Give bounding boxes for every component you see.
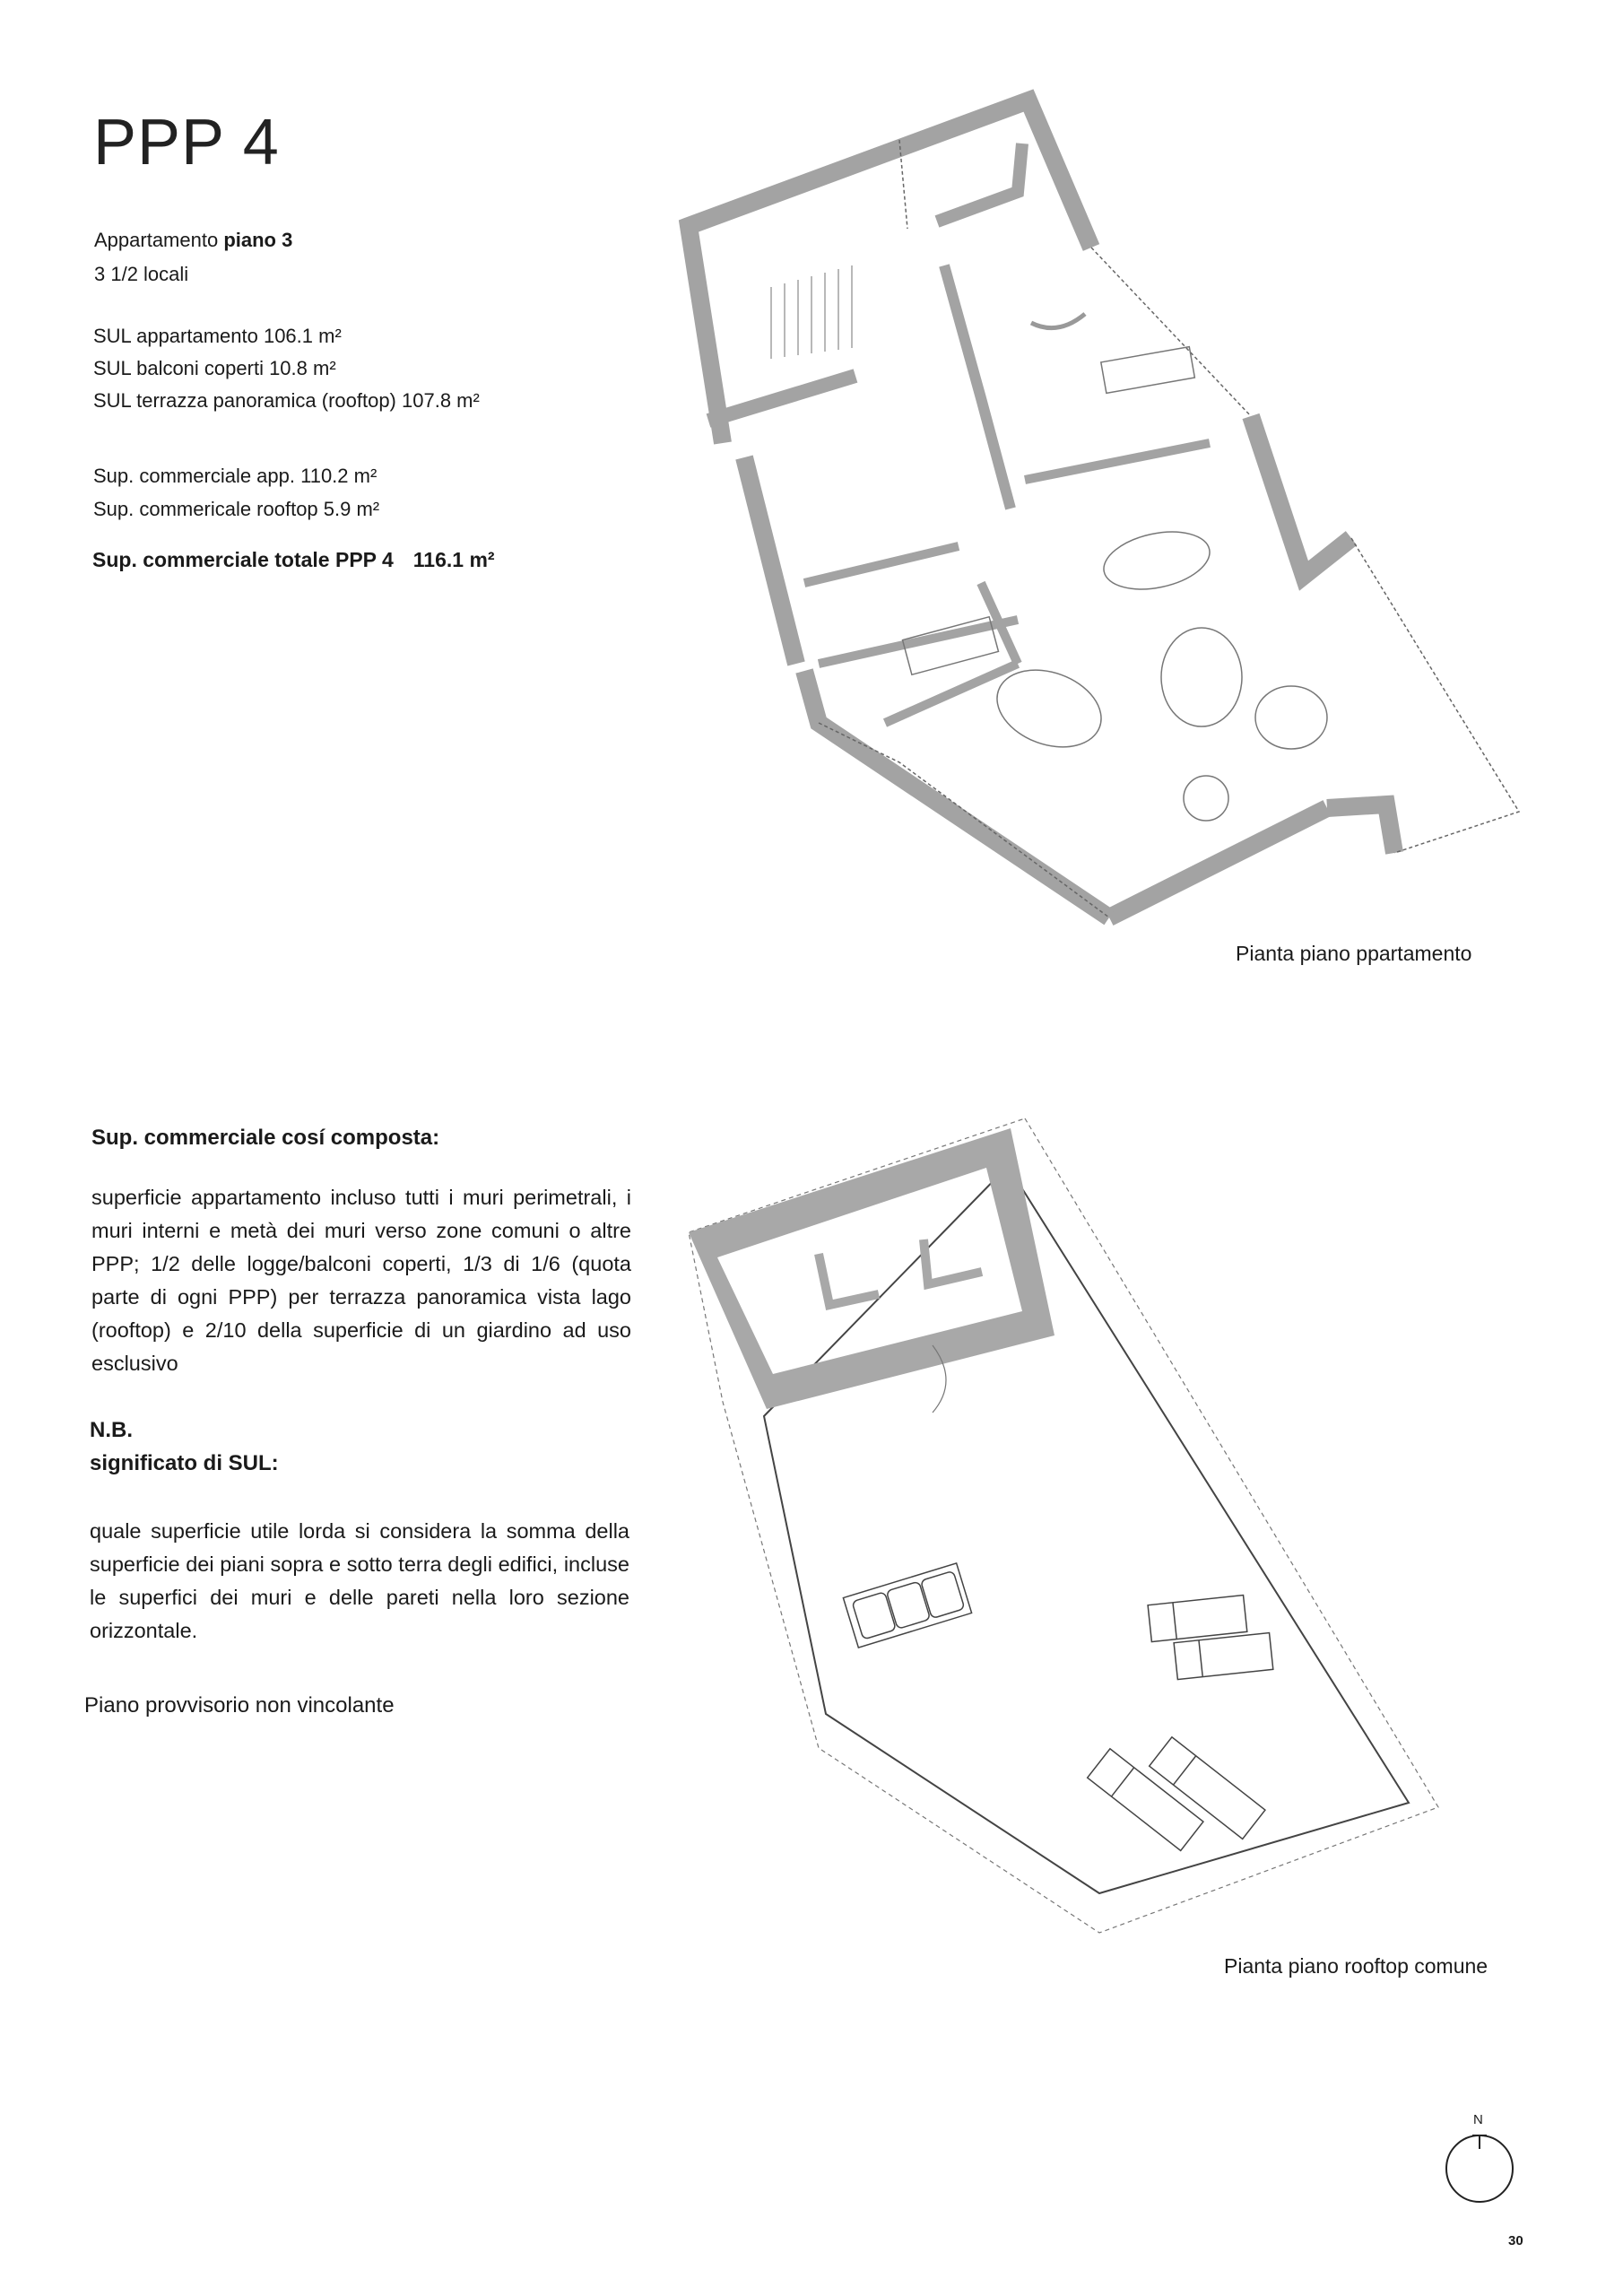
lounger-icon	[1088, 1749, 1203, 1851]
apartment-plan-caption: Pianta piano ppartamento	[1236, 942, 1472, 965]
commercial-total-value: 116.1 m²	[412, 548, 495, 571]
lounger-icon	[1148, 1596, 1247, 1642]
page-title: PPP 4	[93, 107, 280, 178]
rooftop-furniture	[843, 1563, 1272, 1850]
sofa-icon	[843, 1563, 971, 1648]
lounger-icon	[1174, 1633, 1273, 1680]
disclaimer: Piano provvisorio non vincolante	[84, 1693, 395, 1718]
composition-heading: Sup. commerciale cosí composta:	[91, 1126, 440, 1150]
floor-label: piano 3	[223, 229, 293, 251]
sul-definition-heading: significato di SUL:	[90, 1451, 279, 1475]
north-arrow-icon	[1446, 2135, 1513, 2202]
commercial-total-label: Sup. commerciale totale PPP 4	[92, 548, 394, 571]
page-number: 30	[1508, 2233, 1523, 2248]
apartment-floor-plan	[689, 100, 1519, 918]
lounger-icon	[1150, 1737, 1265, 1839]
sul-apartment: SUL appartamento 106.1 m²	[93, 325, 342, 347]
north-label: N	[1473, 2112, 1483, 2127]
sul-definition-text: quale superficie utile lorda si considera la somma della superficie dei piani sopra e sotto terra degli edifici, incluse le superfici dei muri e delle pareti nella loro sezione orizzontale.	[90, 1519, 629, 1642]
rooms-count: 3 1/2 locali	[94, 263, 189, 285]
rooftop-parapet	[764, 1166, 1409, 1893]
furniture-icons	[903, 314, 1327, 821]
rooftop-plan-caption: Pianta piano rooftop comune	[1224, 1954, 1488, 1978]
stair-icon	[771, 265, 852, 359]
commercial-apartment: Sup. commerciale app. 110.2 m²	[93, 465, 378, 487]
commercial-rooftop: Sup. commericale rooftop 5.9 m²	[93, 498, 380, 520]
nb-label: N.B.	[90, 1418, 133, 1442]
rooftop-outer-boundary	[689, 1118, 1438, 1933]
apartment-walls	[689, 100, 1394, 918]
rooftop-floor-plan	[689, 1118, 1438, 1933]
sul-rooftop: SUL terrazza panoramica (rooftop) 107.8 m²	[93, 389, 480, 412]
sul-balconies: SUL balconi coperti 10.8 m²	[93, 357, 336, 379]
rooftop-stair-block	[689, 1128, 1055, 1409]
rooftop-inner-walls	[819, 1239, 982, 1305]
floor-prefix: Appartamento	[94, 229, 219, 251]
composition-text: superficie appartamento incluso tutti i muri perimetrali, i muri interni e metà dei muri verso zone comuni o altre PPP; 1/2 delle logge/balconi coperti, 1/3 di 1/6 (quota parte di ogni PPP) per terrazza panoramica vista lago (rooftop) e 2/10 della superficie di un giardino ad uso esclusivo	[91, 1186, 631, 1375]
